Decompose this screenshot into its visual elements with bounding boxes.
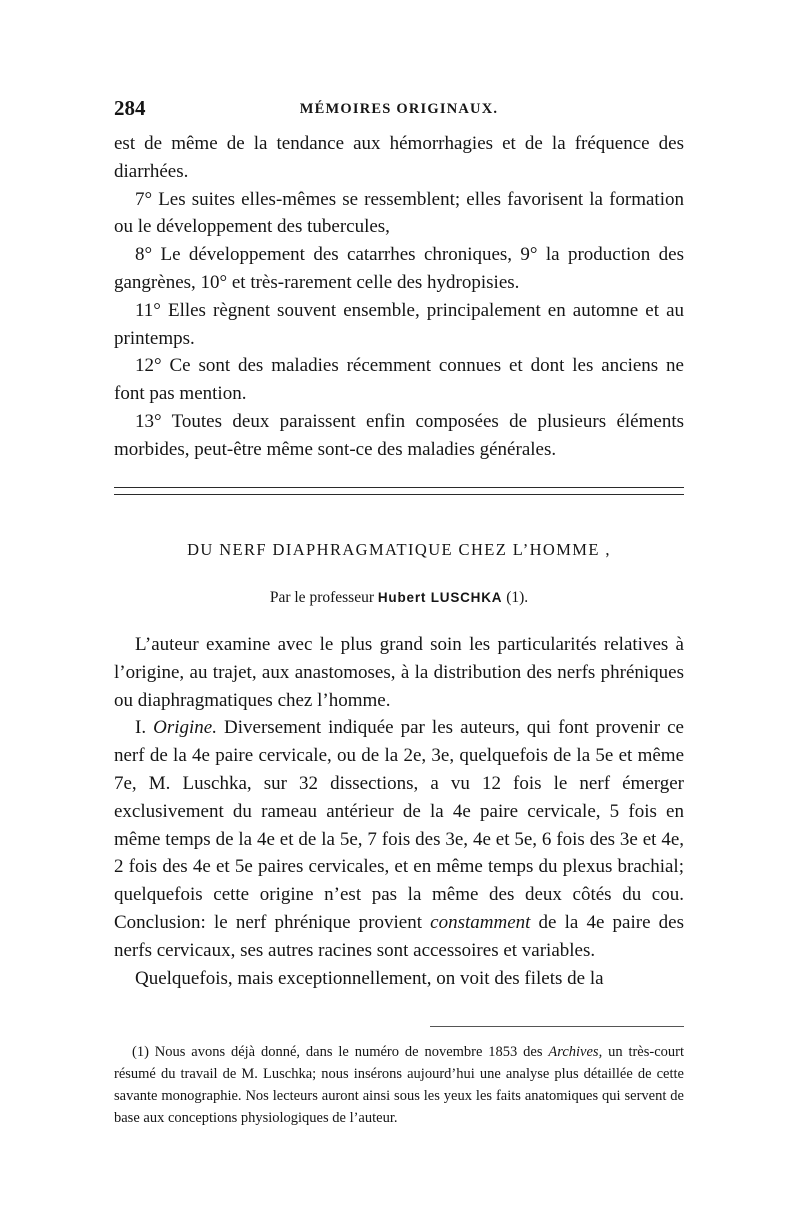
footnote-rule xyxy=(430,1026,684,1027)
byline-prefix: Par le professeur xyxy=(269,589,374,606)
paragraph-point-13: 13° Toutes deux paraissent enfin composées de plusieurs éléments morbides, peut-être même sont-ce des maladies générales. xyxy=(114,410,684,460)
origine-text-a: Diversement indiquée par les auteurs, qui font provenir ce nerf de la 4e paire cervicale, ou de la 2e, 3e, quelquefois de la 5e et même 7e, M. Luschka, sur 32 dissections, a vu 12 fois le nerf émerger exclusivement du rameau antérieur de la 4e paire cervicale, 5 fois en même temps de la 4e et de la 5e, 7 fois des 3e, 4e et 5e, 6 fois des 3e et 4e, 2 fois des 4e et 5e paires cervicales, et en même temps du plexus brachial; quelquefois cette origine n’est pas la même des deux côtés du cou. Conclusion: le nerf phrénique provient xyxy=(114,717,684,933)
paragraph-point-8: 8° Le développement des catarrhes chroniques, 9° la production des gangrènes, 10° et très-rarement celle des hydropisies. xyxy=(114,244,684,293)
article-byline xyxy=(114,589,684,607)
origine-text-b: de la 4e paire des nerfs cervicaux, ses autres racines sont accessoires et variables. xyxy=(114,911,684,961)
byline-footnote-ref: (1). xyxy=(506,589,529,606)
footnote-text xyxy=(114,1041,684,1129)
paragraph-origine xyxy=(114,714,684,964)
article-title: DU NERF DIAPHRAGMATIQUE CHEZ L’HOMME , xyxy=(187,540,611,559)
emphasis-constamment: constamment xyxy=(430,911,531,933)
paragraph-intro: L’auteur examine avec le plus grand soin les particularités relatives à l’origine, au trajet, aux anastomoses, à la distribution des nerfs phréniques ou diaphragmatiques chez l’homme. xyxy=(114,634,684,711)
footnote-journal: Archives, xyxy=(548,1044,603,1060)
footnote-text-b: un très-court résumé du travail de M. Luschka; nous insérons aujourd’hui une analyse plus détaillée de cette savante monographie. Nos lecteurs auront ainsi sous les yeux les faits anatomiques qui servent de base aux conceptions physiologiques de l’auteur. xyxy=(114,1044,685,1126)
paragraph-continuation: est de même de la tendance aux hémorrhagies et de la fréquence des diarrhées. xyxy=(114,133,684,182)
paragraph-point-11: 11° Elles règnent souvent ensemble, principalement en automne et au printemps. xyxy=(114,299,684,349)
footnote xyxy=(114,1041,684,1129)
footnote-text-a: (1) Nous avons déjà donné, dans le numéro de novembre 1853 des xyxy=(132,1044,543,1060)
paragraph-point-12: 12° Ce sont des maladies récemment connues et dont les anciens ne font pas mention. xyxy=(114,355,684,405)
paragraph-quelquefois: Quelquefois, mais exceptionnellement, on voit des filets de la xyxy=(135,967,604,989)
section-number: I. xyxy=(135,717,147,739)
continued-section xyxy=(114,130,684,464)
paragraph-point-7: 7° Les suites elles-mêmes se ressemblent; elles favorisent la formation ou le développement des tubercules, xyxy=(114,188,684,238)
article-body xyxy=(114,631,684,992)
section-term: Origine. xyxy=(153,717,217,739)
running-head: MÉMOIRES ORIGINAUX. xyxy=(299,101,499,117)
byline-author: Hubert LUSCHKA xyxy=(377,590,503,605)
section-divider xyxy=(114,487,684,495)
page-header xyxy=(114,96,684,126)
page-number: 284 xyxy=(114,96,146,120)
